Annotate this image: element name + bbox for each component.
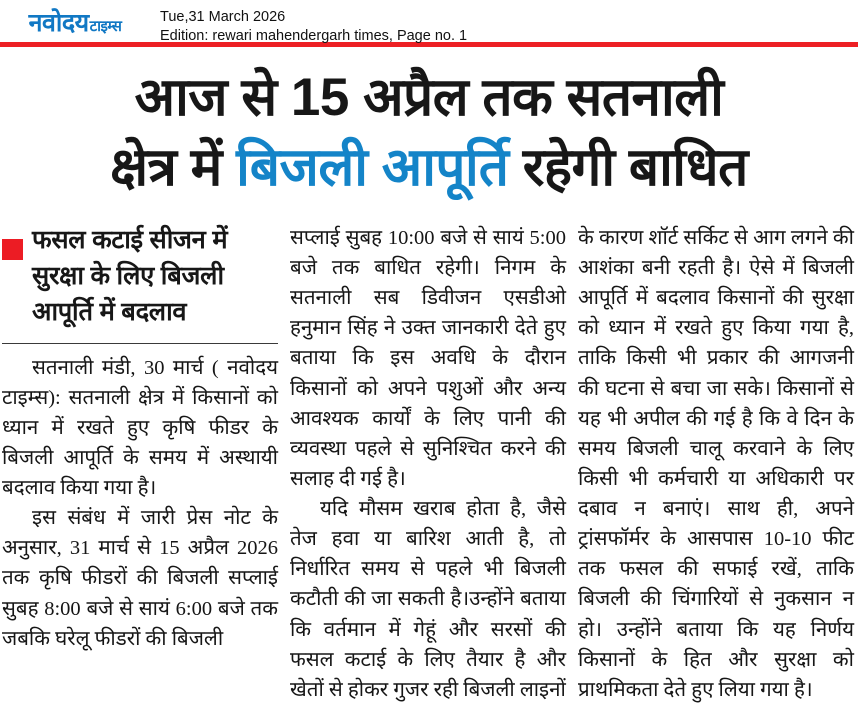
red-square-bullet-icon [2, 239, 23, 260]
publication-date: Tue,31 March 2026 [160, 9, 286, 25]
article-column-1 [2, 222, 278, 705]
subheading-line-1: फसल कटाई सीजन में [32, 225, 228, 254]
paragraph-supply-timing: सप्लाई सुबह 10:00 बजे से सायं 5:00 बजे तक बाधित रहेगी। निगम के सतनाली सब डिवीजन एसडीओ हनुमान सिंह ने उक्त जानकारी देते हुए बताया कि इस अवधि के दौरान किसानों को अपने पशुओं और अन्य आवश्यक कार्यों के लिए पानी की व्यवस्था पहले से सुनिश्चित करने की सलाह दी गई है। [290, 226, 566, 490]
logo-sub-text: टाइम्स [89, 18, 122, 35]
headline-accent-text: बिजली आपूर्ति [236, 138, 509, 198]
headline-line-2 [8, 133, 850, 203]
article-body-column-2 [290, 223, 566, 705]
paragraph-weather: यदि मौसम खराब होता है, जैसे तेज हवा या बारिश आती है, तो निर्धारित समय से पहले भी बिजली कटौती की जा सकती है।उन्होंने बताया कि वर्तमान में गेहूं और सरसों की फसल कटाई के लिए तैयार है और खेतों से होकर गुजर रही बिजली लाइनों [290, 498, 566, 701]
masthead [0, 0, 858, 45]
subheading-divider [2, 343, 278, 344]
paragraph-dateline: सतनाली मंडी, 30 मार्च ( नवोदय टाइम्स): सतनाली क्षेत्र में किसानों को ध्यान में रखते हुए कृषि फीडर के बिजली आपूर्ति के समय में अस्थायी बदलाव किया गया है। [2, 356, 278, 500]
logo-text [29, 11, 122, 36]
paragraph-safety-appeal: के कारण शॉर्ट सर्किट से आग लगने की आशंका बनी रहती है। ऐसे में बिजली आपूर्ति में बदलाव किसानों की सुरक्षा को ध्यान में रखते हुए किया गया है, ताकि किसी भी प्रकार की आगजनी की घटना से बचा जा सके। किसानों से यह भी अपील की गई है कि वे दिन के समय बिजली चालू करवाने के लिए किसी भी कर्मचारी या अधिकारी पर दबाव न बनाएं। साथ ही, अपने ट्रांसफॉर्मर के आसपास 10-10 फीट तक फसल की सफाई रखें, ताकि बिजली की चिंगारियों से नुकसान न हो। उन्होंने बताया कि यह निर्णय किसानों के हित और सुरक्षा को प्राथमिकता देते हुए लिया गया है। [578, 226, 854, 701]
subheading-line-2: सुरक्षा के लिए बिजली [32, 262, 224, 291]
article-body-column-3 [578, 223, 854, 705]
edition-and-page: Edition: rewari mahendergarh times, Page no. 1 [160, 28, 468, 45]
headline-line-1: आज से 15 अप्रैल तक सतनाली [134, 68, 724, 127]
logo-main-text: नवोदय [28, 9, 89, 37]
article-columns [0, 222, 858, 705]
article-body-column-1 [2, 353, 278, 654]
headline-line-2-part-2: रहेगी बाधित [508, 138, 748, 198]
subheading-text [32, 222, 227, 331]
headline-line-2-part-1: क्षेत्र में [110, 138, 237, 198]
article-column-2 [290, 222, 566, 705]
paragraph-press-note: इस संबंध में जारी प्रेस नोट के अनुसार, 31 मार्च से 15 अप्रैल 2026 तक कृषि फीडरों की बिजली सप्लाई सुबह 8:00 बजे से सायं 6:00 बजे तक जबकि घरेलू फीडरों की बिजली [2, 507, 278, 650]
edition-info [150, 6, 467, 47]
article-headline [0, 47, 858, 208]
newspaper-logo[interactable] [0, 6, 150, 36]
subheading-line-3: आपूर्ति में बदलाव [32, 298, 187, 327]
subheading-block [2, 222, 278, 331]
article-column-3 [578, 222, 854, 705]
